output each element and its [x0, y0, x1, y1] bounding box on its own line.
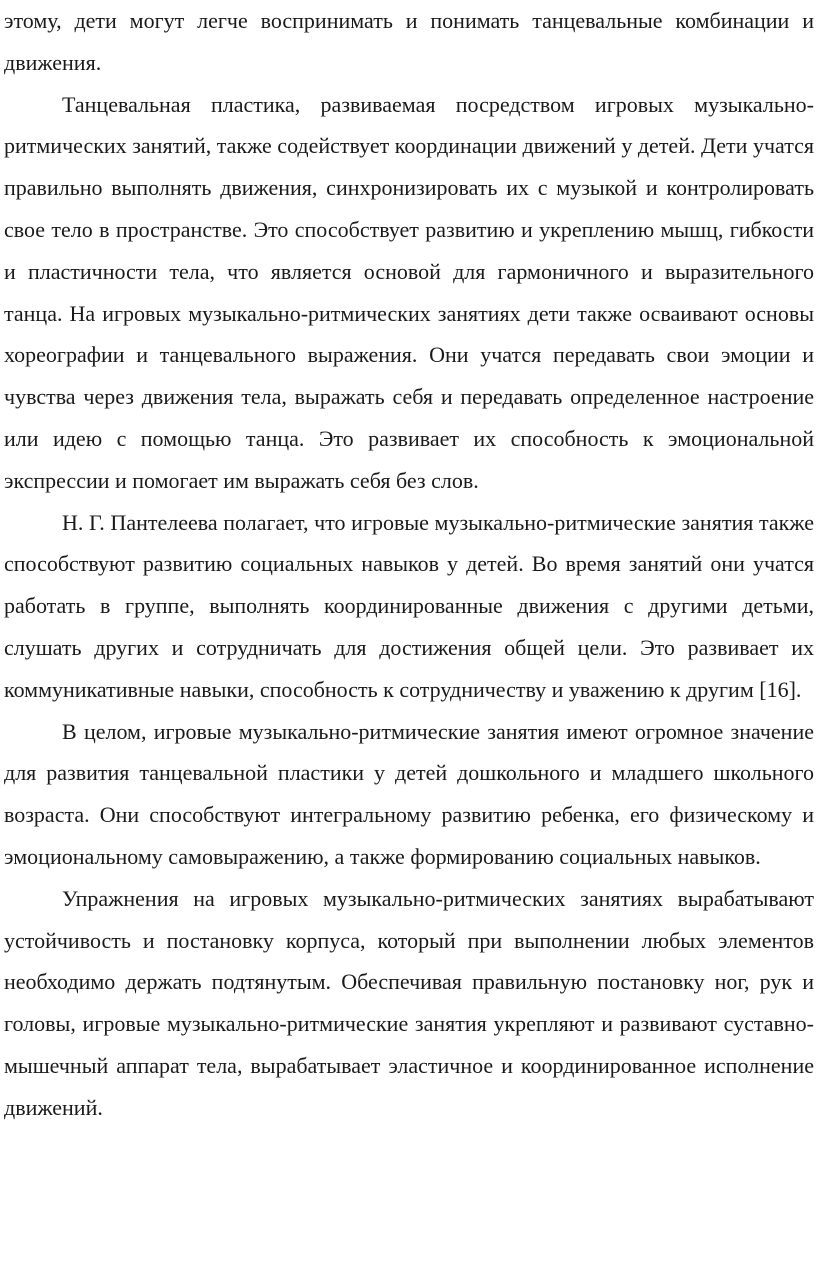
paragraph-exercises: Упражнения на игровых музыкально-ритмических занятиях вырабатывают устойчивость и постановку корпуса, который при выполнении любых элементов необходимо держать подтянутым. Обеспечивая правильную постановку ног, рук и головы, игровые музыкально-ритмические занятия укрепляют и развивают суставно-мышечный аппарат тела, вырабатывает эластичное и координированное исполнение движений. — [4, 885, 814, 1120]
paragraph-conclusion: В целом, игровые музыкально-ритмические занятия имеют огромное значение для развития танцевальной пластики у детей дошкольного и младшего школьного возраста. Они способствуют интегральному развитию ребенка, его физическому и эмоциональному самовыражению, а также формированию социальных навыков. — [4, 718, 814, 869]
paragraph-panteleeva: Н. Г. Пантелеева полагает, что игровые музыкально-ритмические занятия также способствуют развитию социальных навыков у детей. Во время занятий они учатся работать в группе, выполнять координированные движения с другими детьми, слушать других и сотрудничать для достижения общей цели. Это развивает их коммуникативные навыки, способность к сотрудничеству и уважению к другим [16]. — [4, 509, 814, 702]
paragraph-dance-plasticity: Танцевальная пластика, развиваемая посредством игровых музыкально-ритмических занятий, также содействует координации движений у детей. Дети учатся правильно выполнять движения, синхронизировать их с музыкой и контролировать свое тело в пространстве. Это способствует развитию и укреплению мышц, гибкости и пластичности тела, что является основой для гармоничного и выразительного танца. На игровых музыкально-ритмических занятиях дети также осваивают основы хореографии и танцевального выражения. Они учатся передавать свои эмоции и чувства через движения тела, выражать себя и передавать определенное настроение или идею с помощью танца. Это развивает их способность к эмоциональной экспрессии и помогает им выражать себя без слов. — [4, 91, 814, 493]
document-body — [4, 0, 814, 1129]
paragraph-continuation: этому, дети могут легче воспринимать и понимать танцевальные комбинации и движения. — [4, 8, 814, 75]
